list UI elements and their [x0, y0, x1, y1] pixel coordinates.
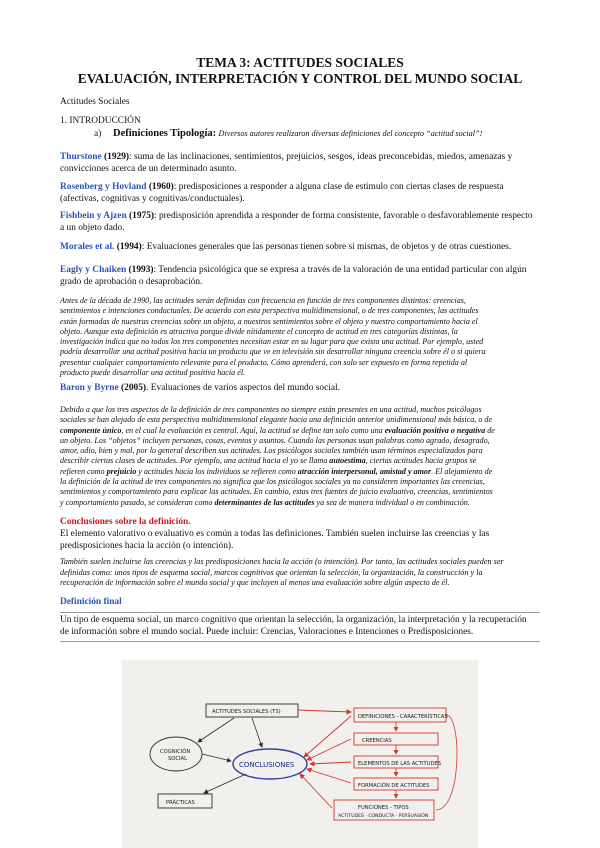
cognition-circle: [150, 737, 202, 771]
final-definition-text: [60, 615, 540, 638]
definition-text-continued: a un objeto dado.: [60, 222, 125, 233]
paragraph-line: de información sobre el mundo social. Puede incluir: Crencias, Valoraciones e Intenciones o Predisposiciones.: [60, 626, 474, 637]
paragraph-line: podría desarrollar una actitud positiva hacia un producto que ve en televisión sin desarrollar ninguna creencia sobre él o si quiera: [60, 347, 486, 357]
divider-top: [60, 612, 540, 613]
paragraph-line: sociales se han alejado de esta perspectiva multidimensional elegante hacia una definición anterior unidimensional más básica, o de: [60, 415, 493, 425]
paragraph-line: investigación indica que no todos los tres componentes necesitan estar en su lugar para que exista una actitud. Por ejemplo, usted: [60, 337, 484, 347]
paragraph-line: objeto. Aunque esta definición es atractiva porque divide nítidamente el concepto de actitud en tres categorías distintas, la: [60, 326, 458, 336]
final-definition-heading: Definición final: [60, 597, 122, 607]
section-label: Actitudes Sociales: [60, 97, 130, 107]
top-box-actitudes: [206, 704, 298, 717]
definition-fishbein: [60, 211, 540, 234]
paragraph-three-components: [60, 296, 540, 378]
right-box-1: [354, 708, 448, 722]
paragraph-single-component: [60, 405, 540, 508]
paragraph-line: sentimientos e intenciones conductuales. De acuerdo con esta perspectiva multidimensional, o de tres componentes, las actitudes: [60, 306, 479, 316]
cognition-label-2: SOCIAL: [168, 756, 187, 762]
cognition-label-1: COGNICIÓN: [160, 749, 191, 755]
right-box-1-label: DEFINICIONES - CARACTERÍSTICAS: [358, 714, 448, 720]
definition-author: Fishbein y Ajzen: [60, 211, 127, 221]
paragraph-line: de: [485, 425, 495, 435]
paragraph-line: la definición de la actitud de tres componentes no significa que los psicólogos sociales ya no consideren importantes las creencias,: [60, 477, 485, 487]
emphasis: evaluación positiva o negativa: [384, 425, 486, 435]
definition-text: : Tendencia psicológica que se expresa a través de la valoración de una entidad particular con algún: [153, 265, 527, 275]
definition-year: (2005): [118, 383, 147, 393]
emphasis: autoestima: [329, 456, 366, 466]
paragraph-line: y actitudes hacia los individuos se refieren como: [136, 466, 298, 476]
arrows: [198, 710, 457, 810]
concept-map: [122, 660, 478, 848]
paragraph-line: están formadas de nuestras creencias sobre un objeto, a nuestros sentimientos sobre el objeto y nuestro comportamiento hacia el: [60, 316, 478, 326]
paragraph-line: recuperación de información sobre el mundo social y que incluyen al menos una evaluación sobre algún aspecto de él.: [60, 578, 450, 587]
intro-item-title: Definiciones Tipología:: [113, 128, 217, 139]
paragraph-line: . El alejamiento de: [431, 466, 493, 476]
divider-bottom: [60, 641, 540, 642]
definition-text: . Evaluaciones de varios aspectos del mundo social.: [146, 383, 340, 393]
paragraph-line: predisposiciones hacia la acción (o intención).: [60, 540, 234, 551]
definition-year: (1993): [126, 265, 154, 275]
practicas-label: PRÁCTICAS: [166, 800, 195, 806]
concept-map-photo: [122, 660, 478, 848]
right-box-5: [334, 800, 434, 820]
right-box-3: [354, 756, 441, 768]
definition-morales: [60, 242, 540, 254]
definition-rosenberg: [60, 182, 540, 205]
definition-thurstone: [60, 152, 540, 175]
definition-text-continued: grado de aprobación o desaprobación.: [60, 276, 203, 287]
paragraph-line: Un tipo de esquema social, un marco cognitivo que orientan la selección, la organización, la interpretación y la recuperación: [60, 615, 527, 625]
paragraph-line: describir ciertas clases de actitudes. Por ejemplo, una actitud hacia el yo se llama: [60, 456, 330, 466]
paragraph-line: sentimientos y comportamiento para explicar las actitudes. En cambio, estas tres fuentes de juicio evaluativo, creencias, sentimientos: [60, 487, 493, 497]
right-box-4: [354, 778, 438, 790]
paragraph-line: ya sea de manera individual o en combinación.: [314, 497, 470, 507]
intro-item: [94, 128, 554, 140]
practicas-box: [158, 794, 212, 808]
definition-text: : suma de las inclinaciones, sentimientos, prejuicios, sesgos, ideas preconcebidas, miedos, amenazas y: [129, 152, 513, 162]
paragraph-line: presentar cualquier comportamiento relevante para el producto. Cómo aprenderá, con solo ser expuesto en forma repetida al: [60, 357, 468, 367]
right-box-5-label: FUNCIONES - TIPOS: [358, 805, 409, 811]
paragraph-line: Debido a que los tres aspectos de la definición de tres componentes no siempre están presentes en una actitud, muchos psicólogos: [60, 405, 482, 414]
right-box-2-label: CREENCIAS: [362, 738, 392, 744]
definition-author: Rosenberg y Hovland: [60, 182, 147, 192]
conclusions-text: [60, 529, 540, 552]
paragraph-line: También suelen incluirse las creencias y las predisposiciones hacia la acción (o intención). Por tanto, las actitudes sociales pueden ser: [60, 557, 504, 566]
definition-text-continued: convicciones acerca de un determinado asunto.: [60, 163, 237, 174]
paragraph-line: , en el cual la evaluación es central. Aquí, la actitud se define tan solo como una: [121, 425, 385, 435]
definition-year: (1994): [114, 242, 142, 252]
document-title: TEMA 3: ACTITUDES SOCIALES: [196, 55, 404, 70]
definition-author: Eagly y Chaiken: [60, 265, 127, 275]
paragraph-social-schema: [60, 557, 540, 589]
top-box-label: ACTITUDES SOCIALES (TS): [212, 709, 281, 715]
right-box-4-label: FORMACIÓN DE ACTITUDES: [358, 783, 430, 789]
right-box-2: [354, 733, 438, 745]
document-subtitle-title: EVALUACIÓN, INTERPRETACIÓN Y CONTROL DEL MUNDO SOCIAL: [77, 71, 523, 86]
paragraph-line: , ciertas actitudes hacia grupos se: [365, 456, 477, 466]
definition-text: : Evaluaciones generales que las personas tienen sobre sí mismas, de objetos y de otras cuestiones.: [141, 242, 512, 252]
paragraph-line: refieren como: [60, 466, 107, 476]
intro-item-marker: a): [94, 129, 102, 139]
right-box-3-label: ELEMENTOS DE LAS ACTITUDES: [358, 761, 442, 767]
definition-year: (1960): [146, 182, 174, 192]
definition-author: Thurstone: [60, 152, 102, 162]
paragraph-line: y comportamiento pasado, se consideran como: [60, 497, 215, 507]
center-label: CONCLUSIONES: [239, 761, 295, 769]
definition-text: : predisposición aprendida a responder de forma consistente, favorable o desfavorablemente respecto: [154, 211, 533, 221]
emphasis: prejuicio: [106, 466, 137, 476]
paragraph-line: amor, odio, bien y mal, por lo general describen sus actitudes. Los psicólogos sociales también usan términos especializados para: [60, 446, 483, 456]
definition-baron: [60, 383, 540, 395]
definition-year: (1975): [126, 211, 155, 221]
definition-text-continued: (afectivas, cognitivas y cognitivas/conductuales).: [60, 193, 245, 204]
paragraph-line: producto puede desarrollar una actitud positiva hacia él.: [60, 368, 246, 378]
definition-author: Morales et al.: [60, 242, 115, 252]
definition-text: : predisposiciones a responder a alguna clase de estímulo con ciertas clases de respuesta: [173, 182, 504, 192]
emphasis: componente único: [60, 425, 122, 435]
paragraph-line: Antes de la década de 1990, las actitudes serán definidas con frecuencia en función de tres componentes distintos: creencias,: [60, 296, 466, 305]
definition-eagly: [60, 265, 540, 288]
definition-year: (1929): [101, 152, 130, 162]
right-box-5-sub: ACTITUDES · CONDUCTA · PERSUASIÓN: [338, 814, 429, 819]
intro-item-text: Diversos autores realizaron diversas definiciones del concepto “actitud social”!: [218, 129, 483, 138]
intro-heading: 1. INTRODUCCIÓN: [60, 116, 141, 126]
emphasis: atracción interpersonal, amistad y amor: [297, 466, 432, 476]
conclusions-heading: Conclusiones sobre la definición.: [60, 517, 191, 527]
paragraph-line: definidas como: unos tipos de esquema social, marcos cognitivos que orientan la selección, la organización, la construcción y la: [60, 567, 483, 577]
paragraph-line: un objeto. Los “objetos” incluyen personas, cosas, eventos y asuntos. Cuando las personas usan palabras como agrado, desagrado,: [60, 435, 490, 445]
paragraph-line: El elemento valorativo o evaluativo es común a todas las definiciones. También suelen incluirse las creencias y las: [60, 529, 490, 539]
emphasis: determinantes de las actitudes: [214, 497, 315, 507]
definition-author: Baron y Byrne: [60, 383, 119, 393]
